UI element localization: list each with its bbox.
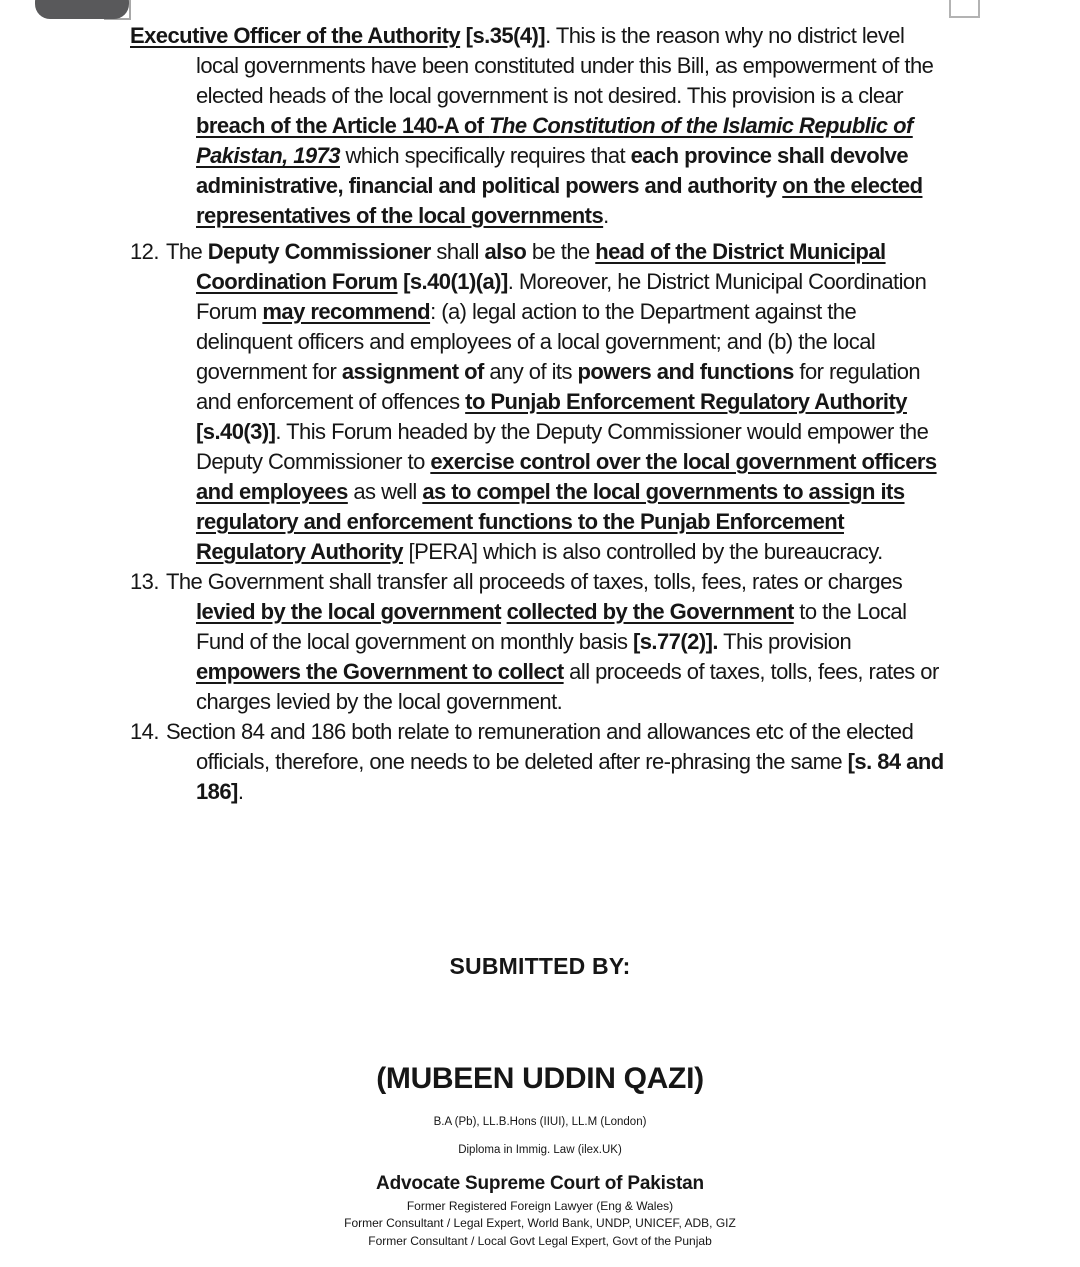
text-run: each province shall devolve administrative, financial and political powers and authority	[196, 143, 909, 198]
text-run: . Moreover, he District Municipal Coordination Forum	[196, 269, 927, 324]
intro-paragraph	[130, 21, 948, 231]
list-item-14	[130, 717, 948, 807]
text-run: . This Forum headed by the Deputy Commissioner would empower the Deputy Commissioner to	[196, 419, 929, 474]
signatory-credential-degrees: B.A (Pb), LL.B.Hons (IIUI), LL.M (London)	[433, 1116, 647, 1128]
text-run: : (a) legal action to the Department against the delinquent officers and employees of a local government; and (b) the local government for	[196, 299, 876, 384]
submitted-by-heading: SUBMITTED BY:	[449, 953, 631, 979]
signatory-role-3: Former Consultant / Local Govt Legal Expert, Govt of the Punjab	[368, 1234, 712, 1248]
list-item-12	[130, 237, 948, 567]
text-run: [s.35(4)]	[460, 23, 546, 48]
text-run: .	[237, 779, 244, 804]
text-run: .	[603, 203, 609, 228]
signatory-name: (MUBEEN UDDIN QAZI)	[376, 1062, 704, 1095]
signatory-title: Advocate Supreme Court of Pakistan	[376, 1173, 704, 1194]
text-run: exercise control over the local government officers and employees	[196, 449, 937, 504]
text-run: Section 84 and 186 both relate to remuneration and allowances etc of the elected officials, therefore, one needs to be deleted after re-phrasing the same	[165, 719, 914, 774]
list-number: 12.	[130, 239, 159, 264]
corner-resize-handle[interactable]	[949, 0, 980, 18]
text-run: powers and functions	[577, 359, 794, 384]
text-run: also	[484, 239, 527, 264]
text-run: to the Local Fund of the local government on monthly basis	[196, 599, 907, 654]
text-run: Executive Officer of the Authority	[130, 23, 461, 48]
document-body	[130, 21, 948, 807]
text-run: to Punjab Enforcement Regulatory Authority	[465, 389, 907, 414]
text-run: may recommend	[262, 299, 431, 324]
text-run: [s.40(1)(a)]	[397, 269, 508, 294]
signatory-role-1: Former Registered Foreign Lawyer (Eng & Wales)	[406, 1199, 674, 1213]
text-run: head of the District Municipal Coordination Forum	[196, 239, 886, 294]
text-run: empowers the Government to collect	[196, 659, 564, 684]
text-run: be the	[526, 239, 596, 264]
text-run: [s.40(3)]	[196, 419, 276, 444]
text-run: [s.77(2)].	[632, 629, 718, 654]
list-item-13	[130, 567, 948, 717]
text-run: The Constitution of the Islamic Republic of Pakistan, 1973	[196, 113, 913, 168]
text-run: as well	[347, 479, 423, 504]
text-run: any of its	[483, 359, 578, 384]
text-run: This provision	[717, 629, 852, 654]
list-number: 13.	[130, 569, 159, 594]
text-run: as to compel the local governments to assign its regulatory and enforcement functions to the Punjab Enforcement Regulatory Authority	[196, 479, 905, 564]
drag-tab-handle[interactable]	[35, 0, 129, 19]
numbered-list	[130, 237, 948, 807]
text-run: Deputy Commissioner	[207, 239, 431, 264]
text-run: assignment of	[341, 359, 484, 384]
text-run: . This is the reason why no district level local governments have been constituted under this Bill, as empowerment of the elected heads of the local government is not desired. This provision is a clear	[196, 23, 934, 108]
text-run: on the elected representatives of the local governments	[196, 173, 923, 228]
text-run: The Government shall transfer all proceeds of taxes, tolls, fees, rates or charges	[165, 569, 903, 594]
signatory-credential-diploma: Diploma in Immig. Law (ilex.UK)	[458, 1144, 622, 1156]
text-run: all proceeds of taxes, tolls, fees, rates or charges levied by the local government.	[196, 659, 939, 714]
text-run: The	[165, 239, 208, 264]
text-run: [PERA] which is also controlled by the bureaucracy.	[402, 539, 883, 564]
text-run: levied by the local government	[196, 599, 502, 624]
list-number: 14.	[130, 719, 159, 744]
signatory-role-2: Former Consultant / Legal Expert, World Bank, UNDP, UNICEF, ADB, GIZ	[344, 1216, 736, 1230]
text-run: collected by the Government	[506, 599, 794, 624]
text-run: shall	[430, 239, 485, 264]
text-run: for regulation and enforcement of offences	[196, 359, 921, 414]
text-run: breach of the Article 140-A of	[196, 113, 490, 138]
text-run: [s. 84 and 186]	[196, 749, 944, 804]
text-run: which specifically requires that	[339, 143, 631, 168]
